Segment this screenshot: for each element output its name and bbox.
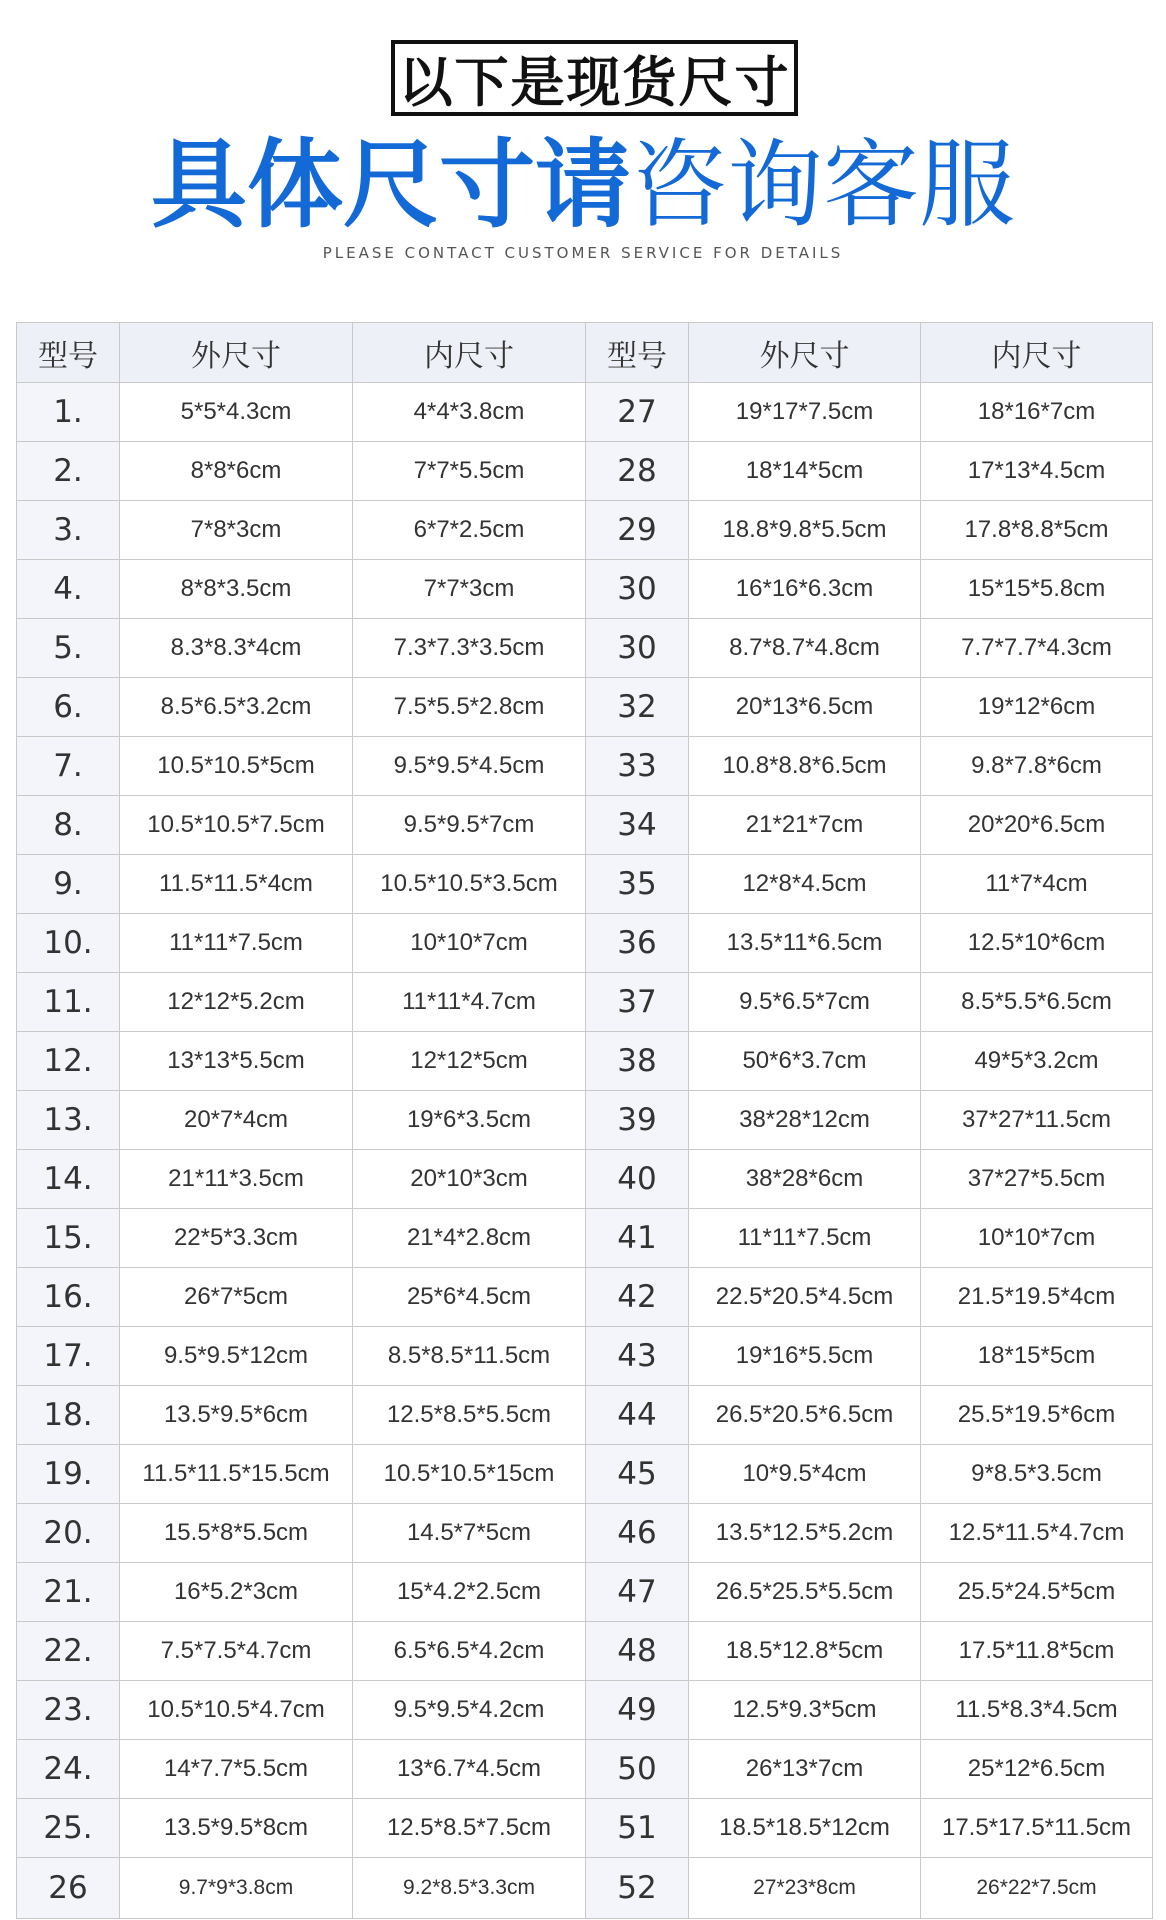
inner-size: 6*7*2.5cm (353, 501, 586, 560)
model-number: 49 (586, 1681, 689, 1740)
inner-size: 19*12*6cm (921, 678, 1153, 737)
model-number: 20. (17, 1504, 120, 1563)
size-table-wrap (16, 322, 1152, 1919)
outer-size: 8*8*6cm (120, 442, 353, 501)
outer-size: 12.5*9.3*5cm (689, 1681, 921, 1740)
outer-size: 22*5*3.3cm (120, 1209, 353, 1268)
table-row (17, 1445, 1153, 1504)
table-row (17, 1150, 1153, 1209)
outer-size: 20*13*6.5cm (689, 678, 921, 737)
table-row (17, 1563, 1153, 1622)
inner-size: 7*7*5.5cm (353, 442, 586, 501)
outer-size: 10*9.5*4cm (689, 1445, 921, 1504)
inner-size: 12.5*8.5*7.5cm (353, 1799, 586, 1858)
outer-size: 18.8*9.8*5.5cm (689, 501, 921, 560)
table-row (17, 1386, 1153, 1445)
inner-size: 8.5*8.5*11.5cm (353, 1327, 586, 1386)
inner-size: 14.5*7*5cm (353, 1504, 586, 1563)
model-number: 13. (17, 1091, 120, 1150)
outer-size: 19*16*5.5cm (689, 1327, 921, 1386)
outer-size: 7*8*3cm (120, 501, 353, 560)
outer-size: 19*17*7.5cm (689, 383, 921, 442)
outer-size: 13.5*9.5*6cm (120, 1386, 353, 1445)
table-row (17, 1858, 1153, 1919)
model-number: 12. (17, 1032, 120, 1091)
inner-size: 20*10*3cm (353, 1150, 586, 1209)
outer-size: 10.5*10.5*7.5cm (120, 796, 353, 855)
outer-size: 16*16*6.3cm (689, 560, 921, 619)
inner-size-header: 内尺寸 (353, 323, 586, 383)
inner-size: 37*27*11.5cm (921, 1091, 1153, 1150)
inner-size: 7.3*7.3*3.5cm (353, 619, 586, 678)
inner-size: 37*27*5.5cm (921, 1150, 1153, 1209)
model-number: 39 (586, 1091, 689, 1150)
model-number: 14. (17, 1150, 120, 1209)
model-number: 8. (17, 796, 120, 855)
table-header-row (17, 323, 1153, 383)
banner-light-text: 咨询客服 (631, 129, 1015, 241)
inner-size: 10*10*7cm (353, 914, 586, 973)
inner-size: 9.5*9.5*7cm (353, 796, 586, 855)
outer-size: 15.5*8*5.5cm (120, 1504, 353, 1563)
model-number: 37 (586, 973, 689, 1032)
outer-size: 13.5*9.5*8cm (120, 1799, 353, 1858)
model-number: 10. (17, 914, 120, 973)
model-number: 45 (586, 1445, 689, 1504)
outer-size: 9.7*9*3.8cm (120, 1858, 353, 1919)
outer-size: 26*7*5cm (120, 1268, 353, 1327)
inner-size: 15*15*5.8cm (921, 560, 1153, 619)
model-number: 26 (17, 1858, 120, 1919)
model-number: 15. (17, 1209, 120, 1268)
outer-size-header: 外尺寸 (120, 323, 353, 383)
table-row (17, 678, 1153, 737)
inner-size: 15*4.2*2.5cm (353, 1563, 586, 1622)
inner-size: 7*7*3cm (353, 560, 586, 619)
table-row (17, 1091, 1153, 1150)
model-header: 型号 (17, 323, 120, 383)
inner-size: 49*5*3.2cm (921, 1032, 1153, 1091)
inner-size: 6.5*6.5*4.2cm (353, 1622, 586, 1681)
outer-size: 38*28*6cm (689, 1150, 921, 1209)
outer-size: 8.7*8.7*4.8cm (689, 619, 921, 678)
inner-size: 9*8.5*3.5cm (921, 1445, 1153, 1504)
outer-size: 16*5.2*3cm (120, 1563, 353, 1622)
outer-size: 10.5*10.5*4.7cm (120, 1681, 353, 1740)
inner-size: 7.7*7.7*4.3cm (921, 619, 1153, 678)
inner-size: 10*10*7cm (921, 1209, 1153, 1268)
model-number: 18. (17, 1386, 120, 1445)
model-number: 27 (586, 383, 689, 442)
model-number: 50 (586, 1740, 689, 1799)
model-number: 36 (586, 914, 689, 973)
model-number: 16. (17, 1268, 120, 1327)
table-row (17, 501, 1153, 560)
outer-size: 10.5*10.5*5cm (120, 737, 353, 796)
table-row (17, 737, 1153, 796)
outer-size: 50*6*3.7cm (689, 1032, 921, 1091)
model-number: 21. (17, 1563, 120, 1622)
model-number: 24. (17, 1740, 120, 1799)
model-number: 35 (586, 855, 689, 914)
outer-size: 13.5*12.5*5.2cm (689, 1504, 921, 1563)
table-row (17, 1504, 1153, 1563)
model-number: 23. (17, 1681, 120, 1740)
inner-size: 18*15*5cm (921, 1327, 1153, 1386)
outer-size: 7.5*7.5*4.7cm (120, 1622, 353, 1681)
outer-size: 5*5*4.3cm (120, 383, 353, 442)
inner-size: 17.8*8.8*5cm (921, 501, 1153, 560)
model-number: 3. (17, 501, 120, 560)
table-row (17, 1327, 1153, 1386)
inner-size: 9.5*9.5*4.5cm (353, 737, 586, 796)
inner-size: 19*6*3.5cm (353, 1091, 586, 1150)
model-number: 30 (586, 619, 689, 678)
model-number: 52 (586, 1858, 689, 1919)
inner-size: 21*4*2.8cm (353, 1209, 586, 1268)
inner-size: 8.5*5.5*6.5cm (921, 973, 1153, 1032)
inner-size: 12.5*8.5*5.5cm (353, 1386, 586, 1445)
model-number: 46 (586, 1504, 689, 1563)
inner-size: 25*12*6.5cm (921, 1740, 1153, 1799)
model-number: 9. (17, 855, 120, 914)
outer-size: 13.5*11*6.5cm (689, 914, 921, 973)
inner-size: 13*6.7*4.5cm (353, 1740, 586, 1799)
model-number: 17. (17, 1327, 120, 1386)
model-number: 41 (586, 1209, 689, 1268)
inner-size: 10.5*10.5*3.5cm (353, 855, 586, 914)
outer-size: 26.5*25.5*5.5cm (689, 1563, 921, 1622)
inner-size: 4*4*3.8cm (353, 383, 586, 442)
model-number: 34 (586, 796, 689, 855)
model-number: 32 (586, 678, 689, 737)
inner-size: 25*6*4.5cm (353, 1268, 586, 1327)
table-row (17, 855, 1153, 914)
outer-size: 18.5*12.8*5cm (689, 1622, 921, 1681)
table-body (17, 383, 1153, 1919)
outer-size: 8.5*6.5*3.2cm (120, 678, 353, 737)
model-number: 7. (17, 737, 120, 796)
model-number: 51 (586, 1799, 689, 1858)
outer-size: 18*14*5cm (689, 442, 921, 501)
table-row (17, 560, 1153, 619)
outer-size: 27*23*8cm (689, 1858, 921, 1919)
inner-size: 9.8*7.8*6cm (921, 737, 1153, 796)
inner-size: 12*12*5cm (353, 1032, 586, 1091)
outer-size: 11.5*11.5*4cm (120, 855, 353, 914)
inner-size: 25.5*24.5*5cm (921, 1563, 1153, 1622)
model-number: 29 (586, 501, 689, 560)
outer-size: 38*28*12cm (689, 1091, 921, 1150)
inner-size: 10.5*10.5*15cm (353, 1445, 586, 1504)
outer-size: 20*7*4cm (120, 1091, 353, 1150)
model-number: 2. (17, 442, 120, 501)
inner-size: 12.5*10*6cm (921, 914, 1153, 973)
inner-size: 11*7*4cm (921, 855, 1153, 914)
banner-bold-text: 具体尺寸请 (151, 129, 631, 241)
inner-size: 20*20*6.5cm (921, 796, 1153, 855)
outer-size: 12*12*5.2cm (120, 973, 353, 1032)
model-number: 6. (17, 678, 120, 737)
model-number: 48 (586, 1622, 689, 1681)
table-row (17, 1209, 1153, 1268)
model-number: 40 (586, 1150, 689, 1209)
boxed-title: 以下是现货尺寸 (391, 40, 798, 116)
inner-size: 26*22*7.5cm (921, 1858, 1153, 1919)
table-row (17, 619, 1153, 678)
inner-size: 17.5*17.5*11.5cm (921, 1799, 1153, 1858)
inner-size: 21.5*19.5*4cm (921, 1268, 1153, 1327)
model-number: 25. (17, 1799, 120, 1858)
outer-size: 26.5*20.5*6.5cm (689, 1386, 921, 1445)
inner-size: 25.5*19.5*6cm (921, 1386, 1153, 1445)
table-row (17, 914, 1153, 973)
outer-size: 13*13*5.5cm (120, 1032, 353, 1091)
inner-size: 18*16*7cm (921, 383, 1153, 442)
outer-size: 12*8*4.5cm (689, 855, 921, 914)
table-row (17, 1740, 1153, 1799)
outer-size: 9.5*6.5*7cm (689, 973, 921, 1032)
outer-size: 21*11*3.5cm (120, 1150, 353, 1209)
table-row (17, 1622, 1153, 1681)
model-number: 33 (586, 737, 689, 796)
outer-size: 18.5*18.5*12cm (689, 1799, 921, 1858)
model-number: 47 (586, 1563, 689, 1622)
outer-size: 11*11*7.5cm (120, 914, 353, 973)
model-number: 44 (586, 1386, 689, 1445)
model-number: 1. (17, 383, 120, 442)
inner-size: 12.5*11.5*4.7cm (921, 1504, 1153, 1563)
contact-banner (0, 130, 1166, 240)
model-number: 28 (586, 442, 689, 501)
inner-size: 9.5*9.5*4.2cm (353, 1681, 586, 1740)
inner-size: 7.5*5.5*2.8cm (353, 678, 586, 737)
table-row (17, 1268, 1153, 1327)
model-number: 30 (586, 560, 689, 619)
outer-size: 11.5*11.5*15.5cm (120, 1445, 353, 1504)
model-number: 38 (586, 1032, 689, 1091)
model-header-2: 型号 (586, 323, 689, 383)
table-row (17, 442, 1153, 501)
outer-size: 14*7.7*5.5cm (120, 1740, 353, 1799)
outer-size: 10.8*8.8*6.5cm (689, 737, 921, 796)
subtitle: PLEASE CONTACT CUSTOMER SERVICE FOR DETAILS (322, 244, 844, 262)
outer-size: 9.5*9.5*12cm (120, 1327, 353, 1386)
model-number: 4. (17, 560, 120, 619)
inner-size-header-2: 内尺寸 (921, 323, 1153, 383)
table-row (17, 973, 1153, 1032)
model-number: 43 (586, 1327, 689, 1386)
inner-size: 17.5*11.8*5cm (921, 1622, 1153, 1681)
table-row (17, 383, 1153, 442)
inner-size: 11.5*8.3*4.5cm (921, 1681, 1153, 1740)
table-row (17, 1799, 1153, 1858)
inner-size: 17*13*4.5cm (921, 442, 1153, 501)
outer-size: 22.5*20.5*4.5cm (689, 1268, 921, 1327)
outer-size: 26*13*7cm (689, 1740, 921, 1799)
inner-size: 11*11*4.7cm (353, 973, 586, 1032)
model-number: 11. (17, 973, 120, 1032)
outer-size-header-2: 外尺寸 (689, 323, 921, 383)
outer-size: 8*8*3.5cm (120, 560, 353, 619)
table-row (17, 1681, 1153, 1740)
model-number: 19. (17, 1445, 120, 1504)
model-number: 5. (17, 619, 120, 678)
model-number: 42 (586, 1268, 689, 1327)
outer-size: 11*11*7.5cm (689, 1209, 921, 1268)
size-table (16, 322, 1153, 1919)
model-number: 22. (17, 1622, 120, 1681)
table-row (17, 796, 1153, 855)
outer-size: 8.3*8.3*4cm (120, 619, 353, 678)
outer-size: 21*21*7cm (689, 796, 921, 855)
inner-size: 9.2*8.5*3.3cm (353, 1858, 586, 1919)
table-row (17, 1032, 1153, 1091)
